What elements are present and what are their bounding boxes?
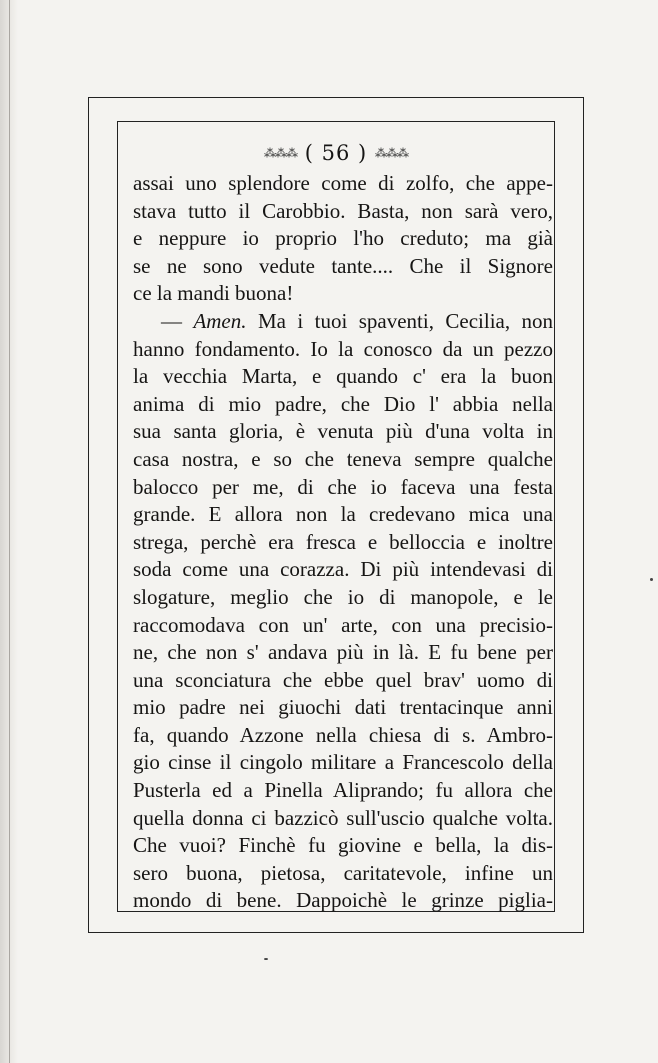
text-line: soda come una corazza. Di più intendevasi di (133, 557, 553, 582)
text-line: mondo di bene. Dappoichè le grinze piglia- (133, 888, 553, 913)
text-line: gio cinse il cingolo militare a Francescolo della (133, 750, 553, 775)
text-line: ce la mandi buona! (133, 281, 294, 306)
text-line: una sconciatura che ebbe quel brav' uomo di (133, 667, 553, 692)
text-line: quella donna ci bazzicò sull'uscio qualche volta. (133, 805, 553, 830)
page-number: 56 (321, 141, 351, 165)
print-speck (264, 958, 268, 960)
text-line: ne, che non s' andava più in là. E fu bene per (133, 640, 553, 665)
text-line: Che vuoi? Finchè fu giovine e bella, la dis- (133, 833, 553, 858)
text-line: assai uno splendore come di zolfo, che appe- (133, 171, 553, 195)
text-line: balocco per me, di che io faceva una festa (133, 474, 553, 499)
dialogue-dash: — (161, 308, 182, 333)
text-line: strega, perchè era fresca e belloccia e inoltre (133, 529, 553, 554)
text-line: stava tutto il Carobbio. Basta, non sarà vero, (133, 198, 553, 223)
page-number-close-paren: ) (358, 141, 368, 165)
header-ornament-right: ⁂⁂⁂ (374, 146, 408, 160)
page-spine-edge (9, 0, 10, 1063)
page-body-text (133, 170, 553, 915)
header-ornament-left: ⁂⁂⁂ (264, 146, 298, 160)
print-speck (650, 578, 653, 581)
text-line: sua santa gloria, è venuta più d'una volta in (133, 419, 553, 444)
text-line: casa nostra, e so che teneva sempre qualche (133, 446, 553, 471)
text-line: mio padre nei giuochi dati trentacinque anni (133, 695, 553, 720)
text-line: anima di mio padre, che Dio l' abbia nella (133, 391, 553, 416)
text-line: fa, quando Azzone nella chiesa di s. Ambro- (133, 722, 553, 747)
text-line: la vecchia Marta, e quando c' era la buon (133, 364, 553, 389)
text-line: grande. E allora non la credevano mica una (133, 502, 553, 527)
dialogue-line (133, 308, 553, 336)
text-line: Pusterla ed a Pinella Aliprando; fu allora che (133, 778, 553, 803)
text-line: se ne sono vedute tante.... Che il Signore (133, 253, 553, 278)
text-line: raccomodava con un' arte, con una precisio- (133, 612, 553, 637)
dialogue-line-rest: Ma i tuoi spaventi, Cecilia, non (257, 308, 554, 333)
text-line: sero buona, pietosa, caritatevole, infine un (133, 860, 553, 885)
page-header (117, 140, 555, 166)
page-number-open-paren: ( (304, 141, 314, 165)
text-line: slogature, meglio che io di manopole, e le (133, 584, 553, 609)
text-line: hanno fondamento. Io la conosco da un pezzo (133, 336, 553, 361)
dialogue-amen: Amen. (193, 308, 247, 333)
text-line: e neppure io proprio l'ho creduto; ma già (133, 226, 553, 251)
